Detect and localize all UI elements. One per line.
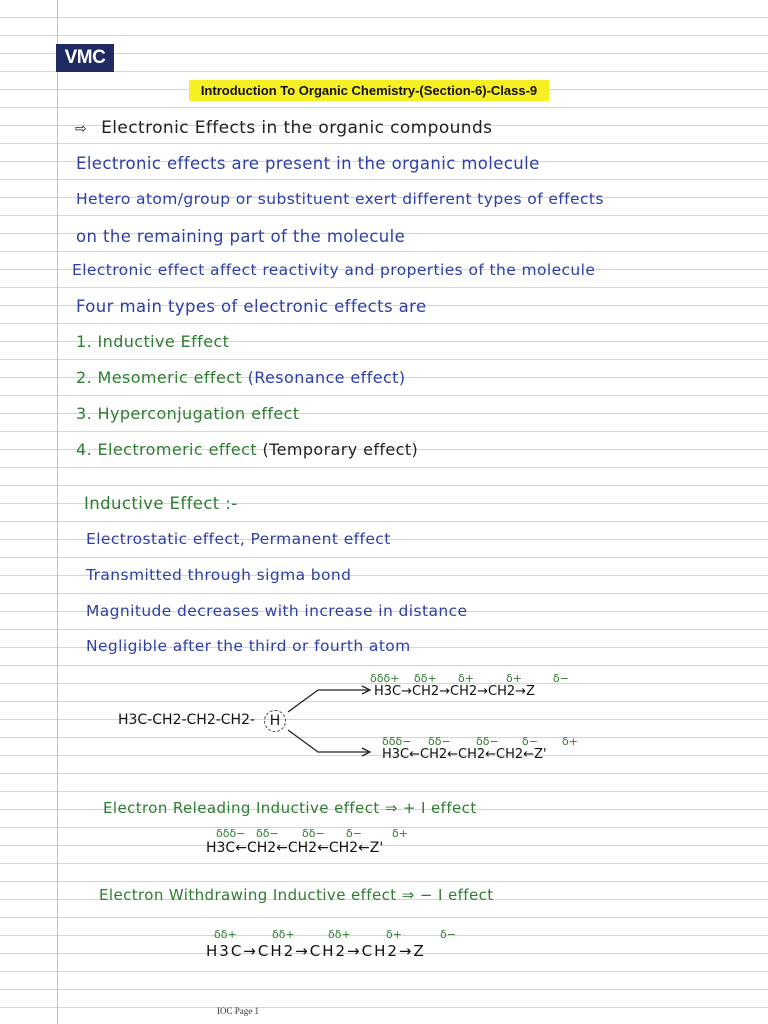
- top-delta-2: δδ+: [414, 672, 437, 685]
- notes-line-1: Electronic effects are present in the organic molecule: [76, 154, 540, 173]
- alkyl-chain: H3C-CH2-CH2-CH2-: [118, 712, 256, 728]
- notes-line-5: Four main types of electronic effects are: [76, 297, 427, 316]
- inductive-point-2: Transmitted through sigma bond: [86, 566, 352, 584]
- effect-item-2-name: 2. Mesomeric effect: [76, 368, 243, 387]
- plus-i-delta-2: δδ−: [256, 827, 279, 840]
- bullet-arrow-icon: ⇨: [75, 121, 88, 137]
- inductive-point-1: Electrostatic effect, Permanent effect: [86, 530, 391, 548]
- bottom-delta-5: δ+: [562, 735, 578, 748]
- minus-i-delta-3: δδ+: [328, 928, 351, 941]
- plus-i-chain: H3C←CH2←CH2←CH2←Z': [206, 840, 384, 856]
- effect-item-3: 3. Hyperconjugation effect: [76, 404, 300, 423]
- plus-i-label: Electron Releading Inductive effect ⇒ + I effect: [103, 799, 477, 817]
- bottom-delta-1: δδδ−: [382, 735, 412, 748]
- hydrogen-atom: H: [264, 710, 286, 732]
- effect-item-4-name: 4. Electromeric effect: [76, 440, 257, 459]
- notes-line-2: Hetero atom/group or substituent exert different types of effects: [76, 190, 604, 208]
- vmc-logo: VMC: [56, 44, 114, 72]
- page-title: Introduction To Organic Chemistry-(Section-6)-Class-9: [189, 80, 549, 101]
- bottom-delta-3: δδ−: [476, 735, 499, 748]
- effect-item-2-note: (Resonance effect): [247, 368, 406, 387]
- minus-i-delta-4: δ+: [386, 928, 402, 941]
- minus-i-delta-2: δδ+: [272, 928, 295, 941]
- inductive-heading: Inductive Effect :-: [84, 494, 238, 513]
- top-delta-1: δδδ+: [370, 672, 400, 685]
- top-delta-5: δ−: [553, 672, 569, 685]
- minus-i-delta-1: δδ+: [214, 928, 237, 941]
- page-footer: IOC Page 1: [217, 1006, 259, 1016]
- plus-i-delta-1: δδδ−: [216, 827, 246, 840]
- bottom-chain: H3C←CH2←CH2←CH2←Z': [382, 747, 547, 762]
- inductive-point-4: Negligible after the third or fourth atom: [86, 637, 411, 655]
- minus-i-chain: H3C→CH2→CH2→CH2→Z: [206, 942, 426, 960]
- plus-i-delta-5: δ+: [392, 827, 408, 840]
- inductive-point-3: Magnitude decreases with increase in distance: [86, 602, 468, 620]
- top-chain: H3C→CH2→CH2→CH2→Z: [374, 684, 535, 699]
- arrow-to-top-chain: [288, 690, 368, 712]
- notes-line-4: Electronic effect affect reactivity and properties of the molecule: [72, 261, 596, 279]
- plus-i-delta-4: δ−: [346, 827, 362, 840]
- bottom-delta-2: δδ−: [428, 735, 451, 748]
- top-delta-4: δ+: [506, 672, 522, 685]
- notes-line-3: on the remaining part of the molecule: [76, 227, 406, 246]
- minus-i-delta-5: δ−: [440, 928, 456, 941]
- effect-item-4-note: (Temporary effect): [262, 440, 419, 459]
- notes-heading-text: Electronic Effects in the organic compounds: [101, 118, 493, 138]
- bottom-delta-4: δ−: [522, 735, 538, 748]
- minus-i-label: Electron Withdrawing Inductive effect ⇒ − I effect: [99, 886, 494, 904]
- plus-i-delta-3: δδ−: [302, 827, 325, 840]
- top-delta-3: δ+: [458, 672, 474, 685]
- effect-item-1: 1. Inductive Effect: [76, 332, 230, 351]
- arrow-to-bottom-chain: [288, 730, 368, 752]
